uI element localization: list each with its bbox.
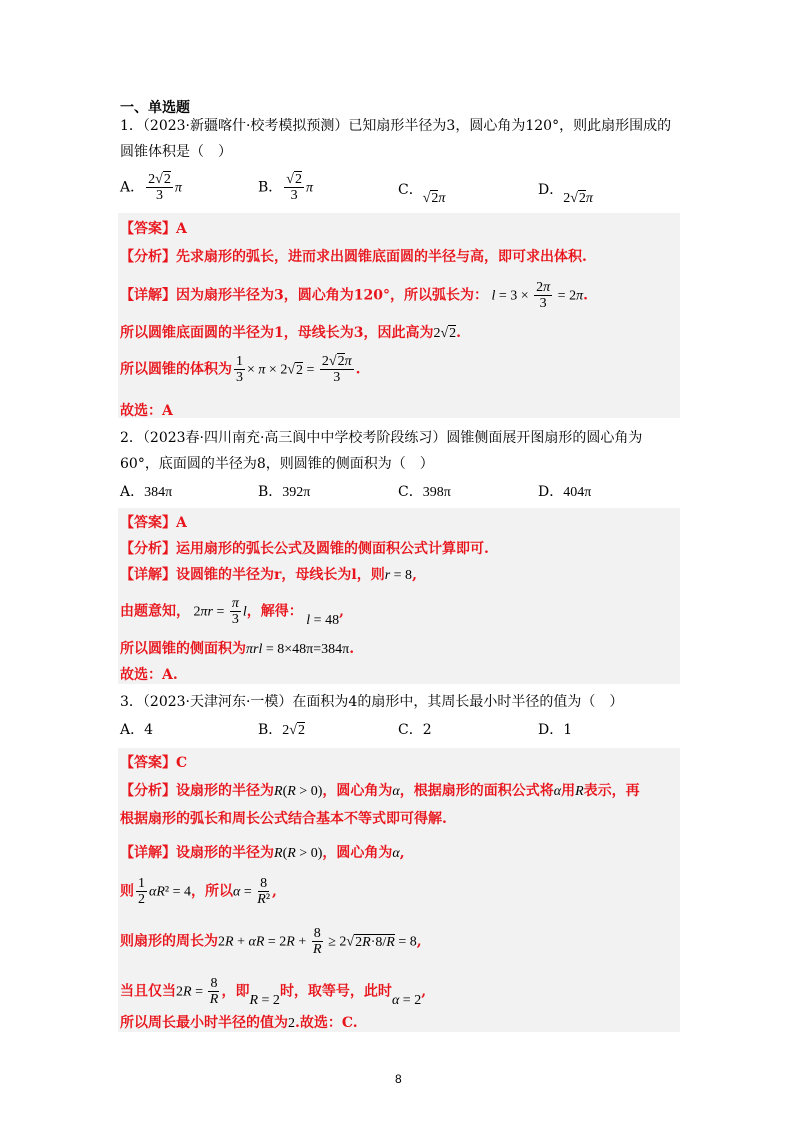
q2-analysis: 【分析】运用扇形的弧长公式及圆锥的侧面积公式计算即可. [120,541,489,557]
q2-detail-1: 【详解】设圆锥的半径为r，母线长为l，则r = 8, [120,567,417,583]
q2-option-b: B．392π [258,484,311,500]
q2-detail-3: 所以圆锥的侧面积为πrl = 8×48π=384π. [120,641,355,657]
q2-detail-2: 由题意知， 2πr = $\frac{\pi}{3}$ l，解得： l = 48, [120,596,344,628]
q1-option-d: D．2√2π [538,182,593,206]
q1-choose: 故选：A [120,403,173,419]
q3-detail-1: 【详解】设扇形的半径为R(R > 0)，圆心角为α, [120,845,405,861]
q1-option-c: C．√2π [398,182,446,206]
q3-answer: 【答案】C [120,755,188,771]
q1-answer-box [118,213,680,418]
q2-stem-line2: 60°，底面圆的半径为8，则圆锥的侧面积为（ ） [120,456,434,472]
q1-stem-line2: 圆锥体积是（ ） [120,144,232,160]
q1-detail-1: 【详解】因为扇形半径为3，圆心角为120°，所以弧长为： l = 3 × $\frac{2\pi}{3}$ = 2π. [120,280,588,311]
q2-stem-line1: 2．（2023春·四川南充·高三阆中中学校考阶段练习）圆锥侧面展开图扇形的圆心角为 [120,430,643,446]
q3-stem: 3．（2023·天津河东·一模）在面积为4的扇形中，其周长最小时半径的值为（ ） [120,694,624,710]
q2-choose: 故选：A. [120,667,178,683]
page-number: 8 [395,1072,402,1086]
q3-analysis-1: 【分析】设扇形的半径为R(R > 0)，圆心角为α，根据扇形的面积公式将α用R表示，再 [120,783,640,799]
section-title: 一、单选题 [120,100,190,116]
q3-detail-4: 当且仅当2R = $\frac{8}{R}$ ，即R = 2时，取等号，此时α = 2, [120,976,427,1008]
q2-option-c: C．398π [398,484,451,500]
q3-detail-5: 所以周长最小时半径的值为2.故选：C. [120,1015,358,1031]
q1-detail-3: 所以圆锥的体积为 $\frac{1}{3}$ × π × 2√2 = $\frac{2√2\pi}{3}$ . [120,354,361,385]
q3-option-b: B．2√2 [258,722,305,738]
q1-analysis: 【分析】先求扇形的弧长，进而求出圆锥底面圆的半径与高，即可求出体积. [120,249,587,265]
q2-option-a: A．384π [120,484,173,500]
q3-option-a: A．4 [120,722,154,738]
q1-answer: 【答案】A [120,221,187,237]
q3-detail-3: 则扇形的周长为2R + αR = 2R + $\frac{8}{R}$ ≥ 2√2R·8/R = 8, [120,926,422,957]
q1-detail-2: 所以圆锥底面圆的半径为1，母线长为3，因此高为2√2. [120,325,462,341]
q3-analysis-2: 根据扇形的弧长和周长公式结合基本不等式即可得解. [120,811,447,827]
q2-option-d: D．404π [538,484,592,500]
q3-detail-2: 则 $\frac{1}{2}$ αR² = 4，所以α = $\frac{8}{\text{R²}}$ , [120,876,277,907]
q1-option-a: A． $\frac{2√2}{3}$ π [120,172,182,203]
q2-answer: 【答案】A [120,515,187,531]
q3-option-c: C．2 [398,722,432,738]
q1-option-b: B． $\frac{√2}{3}$ π [258,172,313,203]
q1-stem-line1: 1．（2023·新疆喀什·校考模拟预测）已知扇形半径为3，圆心角为120°，则此扇形围成的 [120,118,672,134]
q3-option-d: D．1 [538,722,573,738]
